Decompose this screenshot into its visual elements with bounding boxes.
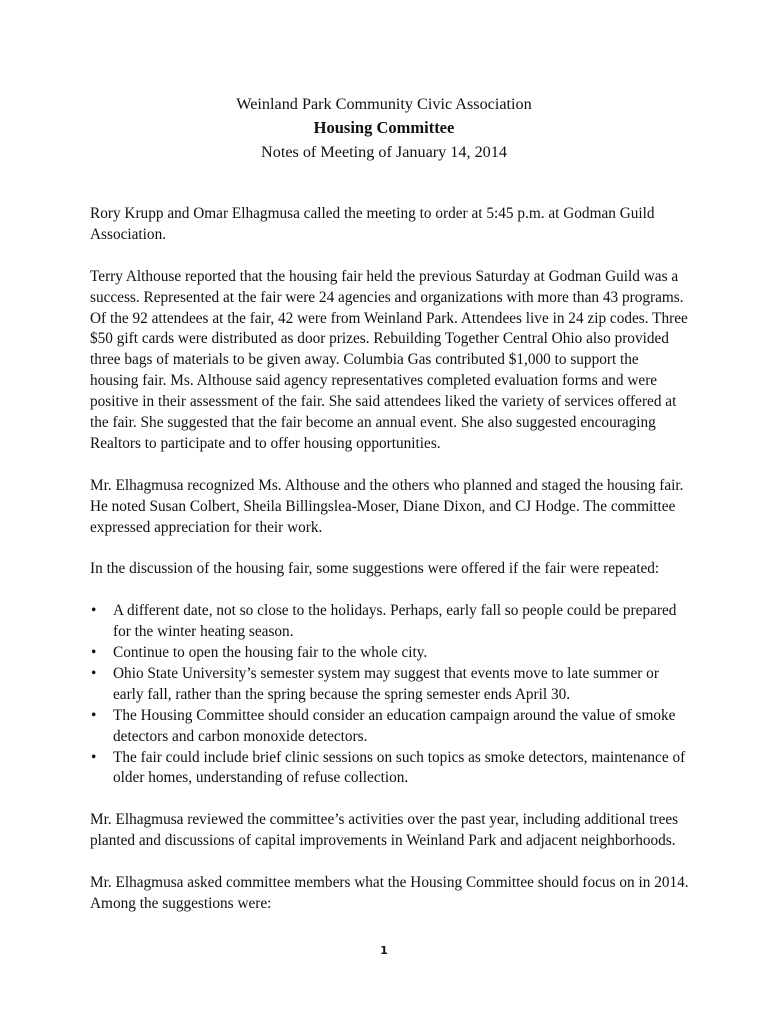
paragraph-call-to-order: Rory Krupp and Omar Elhagmusa called the meeting to order at 5:45 p.m. at Godman Guild Association. — [90, 205, 655, 243]
paragraph-recognition: Mr. Elhagmusa recognized Ms. Althouse and the others who planned and staged the housing fair. He noted Susan Colbert, Sheila Billingslea-Moser, Diane Dixon, and CJ Hodge. The committee expressed appreciation for their work. — [90, 476, 684, 536]
paragraph-activities-review: Mr. Elhagmusa reviewed the committee’s activities over the past year, including additional trees planted and discussions of capital improvements in Weinland Park and adjacent neighborhoods. — [90, 811, 679, 850]
bullet-icon: • — [91, 643, 97, 661]
list-item-text: Ohio State University’s semester system may suggest that events move to late summer or early fall, rather than the spring because the spring semester ends April 30. — [113, 664, 659, 703]
document-header — [0, 92, 768, 164]
list-item — [90, 664, 690, 706]
list-item — [90, 643, 690, 664]
list-item-text: The Housing Committee should consider an education campaign around the value of smoke detectors and carbon monoxide detectors. — [113, 706, 676, 745]
list-item-text: Continue to open the housing fair to the whole city. — [113, 643, 428, 661]
bullet-icon: • — [91, 706, 97, 724]
organization-title: Weinland Park Community Civic Association — [236, 95, 532, 113]
bullet-icon: • — [91, 664, 97, 682]
list-item — [90, 706, 690, 748]
list-item — [90, 601, 690, 643]
meeting-subtitle: Notes of Meeting of January 14, 2014 — [261, 143, 507, 161]
bullet-icon: • — [91, 602, 97, 620]
paragraph-housing-fair-report: Terry Althouse reported that the housing fair held the previous Saturday at Godman Guild was a success. Represented at the fair were 24 agencies and organizations with more than 43 programs. Of the 92 attendees at the fair, 42 were from Weinland Park. Attendees live in 24 zip codes. Three $50 gift cards were distributed as door prizes. Rebuilding Together Central Ohio also provided three bags of materials to be given away. Columbia Gas contributed $1,000 to support the housing fair. Ms. Althouse said agency representatives completed evaluation forms and were positive in their assessment of the fair. She said attendees liked the variety of services offered at the fair. She suggested that the fair become an annual event. She also suggested encouraging Realtors to participate and to offer housing opportunities. — [90, 267, 688, 452]
document-body — [90, 204, 690, 936]
list-item-text: The fair could include brief clinic sessions on such topics as smoke detectors, maintenance of older homes, understanding of refuse collection. — [113, 748, 686, 787]
list-item-text: A different date, not so close to the holidays. Perhaps, early fall so people could be prepared for the winter heating season. — [113, 602, 677, 641]
list-item — [90, 748, 690, 790]
paragraph-suggestions-intro: In the discussion of the housing fair, some suggestions were offered if the fair were repeated: — [90, 560, 660, 578]
paragraph-focus-2014: Mr. Elhagmusa asked committee members what the Housing Committee should focus on in 2014. Among the suggestions were: — [90, 873, 689, 912]
bullet-icon: • — [91, 748, 97, 766]
suggestions-list — [90, 601, 690, 789]
committee-title: Housing Committee — [313, 118, 455, 137]
page-number: 1 — [380, 944, 388, 957]
